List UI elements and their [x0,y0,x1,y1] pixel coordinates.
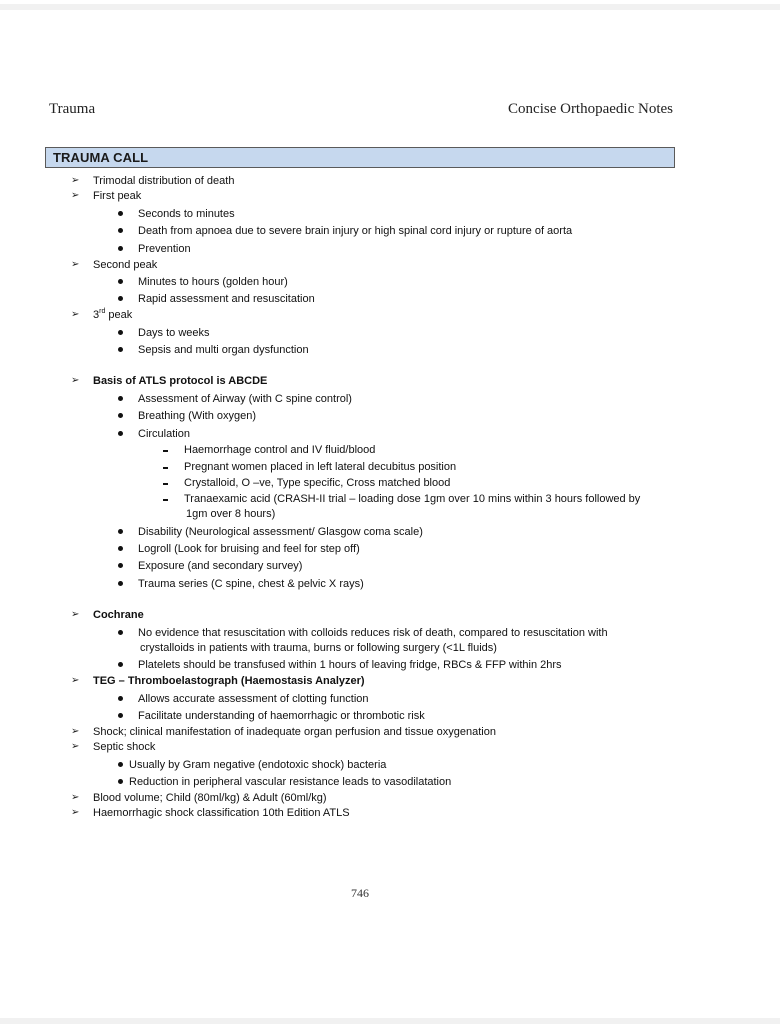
bullet-dot-icon [118,696,123,701]
arrow-bullet-icon: ➢ [71,792,80,803]
arrow-bullet-icon: ➢ [71,190,80,201]
viewer-bottom-edge [0,1018,780,1024]
list-item: First peak [93,190,142,202]
list-item: Logroll (Look for bruising and feel for step off) [138,543,360,555]
viewer-top-edge [0,4,780,10]
list-item: TEG – Thromboelastograph (Haemostasis Analyzer) [93,675,365,687]
list-item: Haemorrhage control and IV fluid/blood [184,444,376,456]
list-item: Sepsis and multi organ dysfunction [138,344,309,356]
list-item: 3rd peak [93,308,133,321]
list-item: Basis of ATLS protocol is ABCDE [93,375,268,387]
arrow-bullet-icon: ➢ [71,259,80,270]
arrow-bullet-icon: ➢ [71,807,80,818]
list-item: Minutes to hours (golden hour) [138,276,288,288]
dash-bullet-icon [163,467,168,469]
list-item: Reduction in peripheral vascular resistance leads to vasodilatation [129,776,452,788]
bullet-dot-icon [118,396,123,401]
list-item: Haemorrhagic shock classification 10th Edition ATLS [93,807,350,819]
dash-bullet-icon [163,450,168,452]
bullet-dot-icon [118,662,123,667]
list-item: Septic shock [93,741,156,753]
list-item: Trauma series (C spine, chest & pelvic X rays) [138,578,364,590]
list-item: Disability (Neurological assessment/ Glasgow coma scale) [138,526,423,538]
list-item-continuation: crystalloids in patients with trauma, burns or following surgery (<1L fluids) [140,642,497,654]
list-item: Allows accurate assessment of clotting function [138,693,369,705]
list-item: Circulation [138,428,190,440]
bullet-dot-icon [118,330,123,335]
list-item: Second peak [93,259,158,271]
bullet-dot-icon [118,211,123,216]
section-heading: TRAUMA CALL [45,147,675,168]
list-item-continuation: 1gm over 8 hours) [186,508,276,520]
list-item: Platelets should be transfused within 1 hours of leaving fridge, RBCs & FFP within 2hrs [138,659,562,671]
dash-bullet-icon [163,483,168,485]
dash-bullet-icon [163,499,168,501]
bullet-dot-icon [118,630,123,635]
bullet-dot-icon [118,431,123,436]
arrow-bullet-icon: ➢ [71,675,80,686]
bullet-dot-icon [118,713,123,718]
arrow-bullet-icon: ➢ [71,375,80,386]
list-item: Cochrane [93,609,144,621]
list-item: Tranaexamic acid (CRASH-II trial – loading dose 1gm over 10 mins within 3 hours followed by [184,493,641,505]
list-item: Exposure (and secondary survey) [138,560,303,572]
list-item: Usually by Gram negative (endotoxic shock) bacteria [129,759,387,771]
arrow-bullet-icon: ➢ [71,726,80,737]
bullet-dot-icon [118,228,123,233]
list-item: Blood volume; Child (80ml/kg) & Adult (60ml/kg) [93,792,327,804]
list-item: Assessment of Airway (with C spine control) [138,393,352,405]
arrow-bullet-icon: ➢ [71,175,80,186]
bullet-dot-icon [118,296,123,301]
bullet-dot-icon [118,581,123,586]
running-header-book-title: Concise Orthopaedic Notes [508,101,673,117]
list-item: Pregnant women placed in left lateral decubitus position [184,461,457,473]
list-item: Death from apnoea due to severe brain injury or high spinal cord injury or rupture of aorta [138,225,573,237]
list-item: Breathing (With oxygen) [138,410,256,422]
page-number: 746 [351,886,369,900]
bullet-dot-icon [118,762,123,767]
arrow-bullet-icon: ➢ [71,609,80,620]
list-item: No evidence that resuscitation with colloids reduces risk of death, compared to resuscitation with [138,627,608,639]
bullet-dot-icon [118,246,123,251]
list-item: Crystalloid, O –ve, Type specific, Cross matched blood [184,477,451,489]
list-item: Rapid assessment and resuscitation [138,293,315,305]
bullet-dot-icon [118,347,123,352]
list-item: Prevention [138,243,191,255]
list-item: Trimodal distribution of death [93,175,235,187]
bullet-dot-icon [118,413,123,418]
arrow-bullet-icon: ➢ [71,741,80,752]
running-header-chapter: Trauma [49,101,96,117]
bullet-dot-icon [118,279,123,284]
bullet-dot-icon [118,563,123,568]
bullet-dot-icon [118,546,123,551]
bullet-dot-icon [118,779,123,784]
list-item: Facilitate understanding of haemorrhagic or thrombotic risk [138,710,425,722]
list-item: Days to weeks [138,327,210,339]
bullet-dot-icon [118,529,123,534]
list-item: Shock; clinical manifestation of inadequate organ perfusion and tissue oxygenation [93,726,496,738]
arrow-bullet-icon: ➢ [71,309,80,320]
list-item: Seconds to minutes [138,208,235,220]
